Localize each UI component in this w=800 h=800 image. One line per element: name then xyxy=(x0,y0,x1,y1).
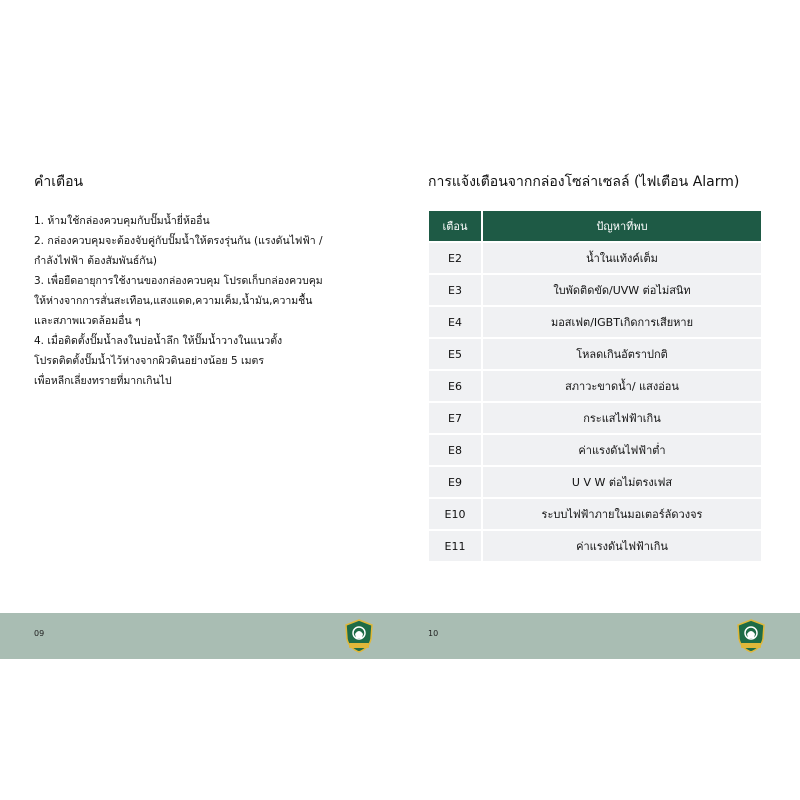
warning-line: เพื่อหลีกเลี่ยงทรายที่มากเกินไป xyxy=(34,375,172,387)
header-problem: ปัญหาที่พบ xyxy=(483,211,761,241)
lion-shield-icon xyxy=(736,619,766,653)
table-row xyxy=(429,403,761,433)
warning-title: คำเตือน xyxy=(34,174,84,190)
warning-line: กำลังไฟฟ้า ต้องสัมพันธ์กัน) xyxy=(34,255,157,267)
warning-line: 2. กล่องควบคุมจะต้องจับคู่กับปั๊มน้ำให้ตรงรุ่นกัน (แรงดันไฟฟ้า / xyxy=(34,235,323,247)
table-row xyxy=(429,275,761,305)
alarm-problem: ค่าแรงดันไฟฟ้าเกิน xyxy=(483,531,761,561)
table-row xyxy=(429,467,761,497)
alarm-code: E8 xyxy=(429,435,483,465)
warning-line: 1. ห้ามใช้กล่องควบคุมกับปั๊มน้ำยี่ห้ออื่น xyxy=(34,215,210,227)
header-alarm: เตือน xyxy=(429,211,483,241)
table-header-row xyxy=(429,211,761,241)
alarm-problem: โหลดเกินอัตราปกติ xyxy=(483,339,761,369)
warning-line: 4. เมื่อติดตั้งปั๊มน้ำลงในบ่อน้ำลึก ให้ปั๊มน้ำวางในแนวตั้ง xyxy=(34,335,283,347)
alarm-problem: มอสเฟต/IGBTเกิดการเสียหาย xyxy=(483,307,761,337)
table-row xyxy=(429,371,761,401)
warning-line: ให้ห่างจากการสั่นสะเทือน,แสงแดด,ความเค็ม,น้ำมัน,ความชื้น xyxy=(34,295,313,307)
alarm-code: E4 xyxy=(429,307,483,337)
warning-line: โปรดติดตั้งปั๊มน้ำไว้ห่างจากผิวดินอย่างน้อย 5 เมตร xyxy=(34,355,265,367)
alarm-problem: กระแสไฟฟ้าเกิน xyxy=(483,403,761,433)
alarm-problem: ใบพัดติดขัด/UVW ต่อไม่สนิท xyxy=(483,275,761,305)
lion-shield-icon xyxy=(344,619,374,653)
page-number-right: 10 xyxy=(428,629,439,638)
alarm-problem: ระบบไฟฟ้าภายในมอเตอร์ลัดวงจร xyxy=(483,499,761,529)
alarm-code: E11 xyxy=(429,531,483,561)
alarm-code: E7 xyxy=(429,403,483,433)
table-row xyxy=(429,499,761,529)
table-row xyxy=(429,307,761,337)
table-row xyxy=(429,243,761,273)
alarm-code: E9 xyxy=(429,467,483,497)
alarm-table xyxy=(429,209,761,563)
right-page xyxy=(400,0,800,800)
warning-line: 3. เพื่อยืดอายุการใช้งานของกล่องควบคุม โปรดเก็บกล่องควบคุม xyxy=(34,275,323,287)
page-number-left: 09 xyxy=(34,629,45,638)
alarm-problem: ค่าแรงดันไฟฟ้าต่ำ xyxy=(483,435,761,465)
alarm-title: การแจ้งเตือนจากกล่องโซล่าเซลล์ (ไฟเตือน Alarm) xyxy=(428,174,740,190)
alarm-code: E10 xyxy=(429,499,483,529)
alarm-code: E6 xyxy=(429,371,483,401)
alarm-problem: U V W ต่อไม่ตรงเฟส xyxy=(483,467,761,497)
table-row xyxy=(429,435,761,465)
table-row xyxy=(429,339,761,369)
warning-list xyxy=(34,211,374,391)
alarm-code: E5 xyxy=(429,339,483,369)
alarm-problem: น้ำในแท้งค์เต็ม xyxy=(483,243,761,273)
warning-line: และสภาพแวดล้อมอื่น ๆ xyxy=(34,315,141,327)
table-row xyxy=(429,531,761,561)
alarm-problem: สภาวะขาดน้ำ/ แสงอ่อน xyxy=(483,371,761,401)
alarm-code: E3 xyxy=(429,275,483,305)
footer-band xyxy=(0,613,800,659)
alarm-code: E2 xyxy=(429,243,483,273)
